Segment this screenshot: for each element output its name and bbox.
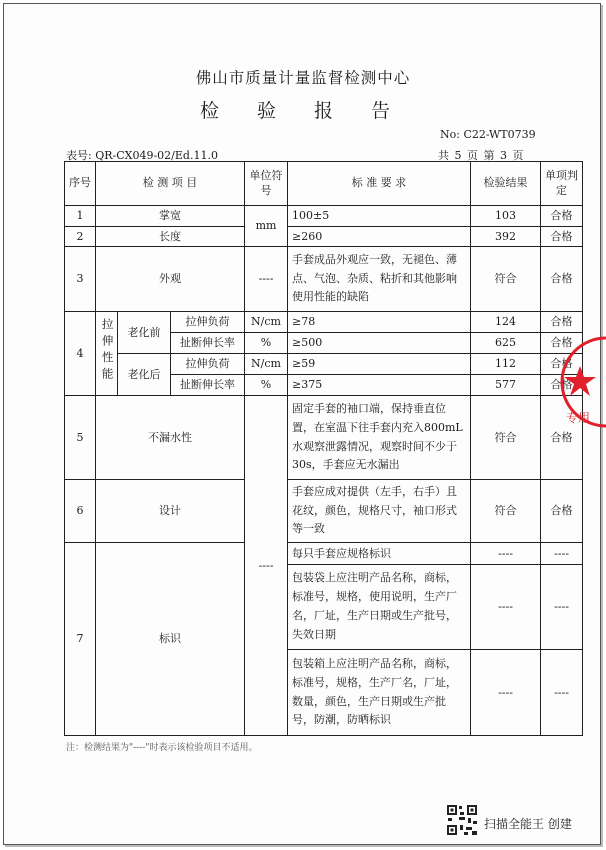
table-row xyxy=(65,247,583,312)
row-standard: 手套成品外观应一致，无褪色、薄点、气泡、杂质、粘折和其他影响使用性能的缺陷 xyxy=(288,247,471,312)
row-judgement: ---- xyxy=(541,543,583,565)
row-result: ---- xyxy=(471,650,541,736)
row-standard: 每只手套应规格标识 xyxy=(288,543,471,565)
row-seq: 2 xyxy=(65,227,96,247)
header-result: 检验结果 xyxy=(471,162,541,206)
row-item: 扯断伸长率 xyxy=(171,375,245,396)
row-item: 拉伸负荷 xyxy=(171,354,245,375)
row-result: 符合 xyxy=(471,396,541,480)
row-seq: 1 xyxy=(65,206,96,227)
row-judgement: 合格 xyxy=(541,312,583,333)
row-judgement: 合格 xyxy=(541,333,583,354)
row-standard: ≥260 xyxy=(288,227,471,247)
row-item: 掌宽 xyxy=(96,206,245,227)
row-judgement: 合格 xyxy=(541,206,583,227)
seal-stamp-icon xyxy=(560,322,606,442)
row-unit: mm xyxy=(245,206,288,247)
row-item: 拉伸负荷 xyxy=(171,312,245,333)
header-item: 检 测 项 目 xyxy=(96,162,245,206)
row-judgement: 合格 xyxy=(541,227,583,247)
before-aging-label: 老化前 xyxy=(118,312,171,354)
qr-code-icon xyxy=(446,804,478,836)
row-result: ---- xyxy=(471,565,541,650)
row-standard: ≥78 xyxy=(288,312,471,333)
row-standard: ≥500 xyxy=(288,333,471,354)
row-standard: ≥59 xyxy=(288,354,471,375)
row-standard: 包装箱上应注明产品名称，商标，标准号，规格，生产厂名，厂址，数量，颜色，生产日期或生产批号，防潮，防晒标识 xyxy=(288,650,471,736)
row-result: 625 xyxy=(471,333,541,354)
page-count: 共 5 页 第 3 页 xyxy=(438,149,525,162)
row-standard: 固定手套的袖口端，保持垂直位置，在室温下往手套内充入800mL水观察泄露情况，观察时间不少于30s，手套应无水漏出 xyxy=(288,396,471,480)
row-item: 不漏水性 xyxy=(96,396,245,480)
table-header-row xyxy=(65,162,583,206)
row-judgement: 合格 xyxy=(541,396,583,480)
organization-name: 佛山市质量计量监督检测中心 xyxy=(195,69,411,87)
row-standard: 100±5 xyxy=(288,206,471,227)
header-standard: 标 准 要 求 xyxy=(288,162,471,206)
row-standard: ≥375 xyxy=(288,375,471,396)
row-item: 设计 xyxy=(96,480,245,543)
tensile-group-label: 拉伸性能 xyxy=(96,312,118,396)
inspection-table xyxy=(64,161,583,736)
table-row xyxy=(65,396,583,480)
scanner-brand-label: 扫描全能王 创建 xyxy=(484,817,572,831)
row-judgement: 合格 xyxy=(541,375,583,396)
row-seq: 7 xyxy=(65,543,96,736)
row-item: 扯断伸长率 xyxy=(171,333,245,354)
row-judgement: ---- xyxy=(541,565,583,650)
form-number: 表号: QR-CX049-02/Ed.11.0 xyxy=(66,149,218,162)
row-unit: % xyxy=(245,333,288,354)
row-seq: 4 xyxy=(65,312,96,396)
table-row xyxy=(65,312,583,333)
header-seq: 序号 xyxy=(65,162,96,206)
row-judgement: 合格 xyxy=(541,247,583,312)
after-aging-label: 老化后 xyxy=(118,354,171,396)
row-unit: ---- xyxy=(245,247,288,312)
row-unit: % xyxy=(245,375,288,396)
row-unit: N/cm xyxy=(245,312,288,333)
row-result: 124 xyxy=(471,312,541,333)
table-row xyxy=(65,480,583,543)
row-item: 外观 xyxy=(96,247,245,312)
row-result: 392 xyxy=(471,227,541,247)
table-row xyxy=(65,354,583,375)
row-result: ---- xyxy=(471,543,541,565)
row-unit: ---- xyxy=(245,396,288,736)
report-number: No: C22-WT0739 xyxy=(440,128,536,141)
row-standard: 手套应成对提供（左手，右手）且花纹，颜色，规格尺寸，袖口形式等一致 xyxy=(288,480,471,543)
row-result: 112 xyxy=(471,354,541,375)
row-seq: 3 xyxy=(65,247,96,312)
table-note: 注：检测结果为"----"时表示该检验项目不适用。 xyxy=(66,743,258,753)
row-judgement: ---- xyxy=(541,650,583,736)
table-row xyxy=(65,206,583,227)
row-judgement: 合格 xyxy=(541,480,583,543)
row-unit: N/cm xyxy=(245,354,288,375)
table-row xyxy=(65,227,583,247)
stamp-text: 专用 xyxy=(566,411,591,425)
row-result: 符合 xyxy=(471,247,541,312)
row-item: 标识 xyxy=(96,543,245,736)
row-item: 长度 xyxy=(96,227,245,247)
table-row xyxy=(65,543,583,565)
header-judgement: 单项判定 xyxy=(541,162,583,206)
header-unit: 单位符号 xyxy=(245,162,288,206)
row-result: 103 xyxy=(471,206,541,227)
row-seq: 5 xyxy=(65,396,96,480)
row-result: 577 xyxy=(471,375,541,396)
row-result: 符合 xyxy=(471,480,541,543)
row-judgement: 合格 xyxy=(541,354,583,375)
row-seq: 6 xyxy=(65,480,96,543)
report-title: 检 验 报 告 xyxy=(199,100,407,122)
row-standard: 包装袋上应注明产品名称，商标，标准号，规格，使用说明，生产厂名，厂址，生产日期或生产批号，失效日期 xyxy=(288,565,471,650)
